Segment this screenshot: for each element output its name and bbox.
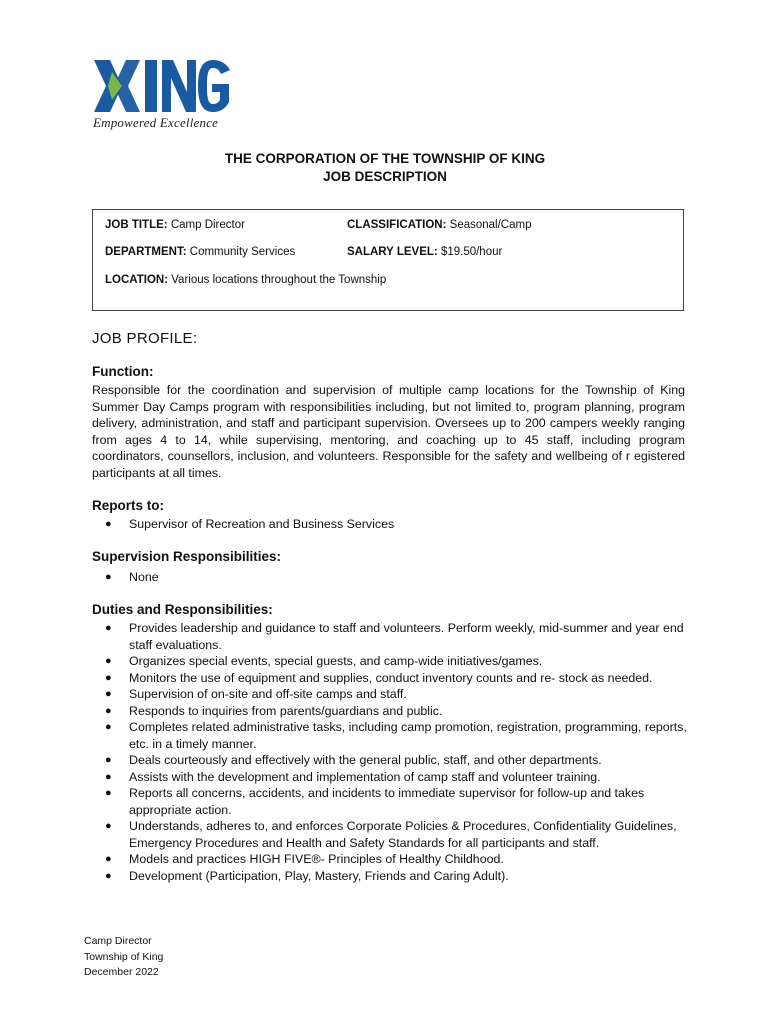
reports-to-list [92, 516, 692, 533]
list-item: ● Reports all concerns, accidents, and incidents to immediate supervisor for follow-up and takes appropriate action. [105, 786, 645, 817]
king-logo-mark [92, 58, 232, 114]
list-item: ● Supervision of on-site and off-site camps and staff. [105, 687, 407, 701]
footer-line-1: Camp Director [84, 935, 152, 947]
footer-line-3: December 2022 [84, 966, 159, 978]
location-label: LOCATION: [105, 274, 169, 286]
document-subtitle: JOB DESCRIPTION [323, 169, 447, 184]
list-item: ● Provides leadership and guidance to staff and volunteers. Perform weekly, mid-summer and year end staff evaluations. [105, 621, 684, 652]
department-label: DEPARTMENT: [105, 246, 187, 258]
job-profile-heading: JOB PROFILE: [92, 330, 198, 347]
function-text: Responsible for the coordination and supervision of multiple camp locations for the Township of King Summer Day Camps program with responsibilities including, but not limited to, program planning, program delivery, administration, and staff and participant supervision. Oversees up to 200 campers weekly ranging from ages 4 to 14, while supervising, mentoring, and coaching up to 45 staff, including program coordinators, counsellors, inclusion, and volunteers. Responsible for the safety and wellbeing of r egistered participants at all times. [92, 383, 685, 480]
job-title-label: JOB TITLE: [105, 219, 168, 231]
function-heading: Function: [92, 364, 154, 379]
salary-value: $19.50/hour [440, 246, 503, 258]
supervision-list [92, 569, 692, 586]
duties-list [92, 620, 692, 884]
job-info-box [92, 209, 684, 311]
list-item: ● Completes related administrative tasks, including camp promotion, registration, programming, reports, etc. in a timely manner. [105, 720, 687, 751]
department-field [105, 246, 295, 258]
list-item: ● Deals courteously and effectively with the general public, staff, and other departments. [105, 753, 602, 767]
job-title-field [105, 219, 245, 231]
list-item: ● Development (Participation, Play, Mastery, Friends and Caring Adult). [105, 868, 509, 883]
location-field [105, 274, 386, 286]
list-item: ● Supervisor of Recreation and Business Services [105, 517, 395, 531]
supervision-heading: Supervision Responsibilities: [92, 549, 282, 564]
job-title-value: Camp Director [170, 219, 245, 231]
list-item: ● Models and practices HIGH FIVE®- Principles of Healthy Childhood. [105, 852, 504, 866]
page-footer [84, 934, 163, 981]
list-item: ● Assists with the development and implementation of camp staff and volunteer training. [105, 769, 601, 784]
classification-value: Seasonal/Camp [449, 219, 532, 231]
duties-heading: Duties and Responsibilities: [92, 602, 273, 617]
list-item: ● Responds to inquiries from parents/guardians and public. [105, 703, 443, 718]
logo-tagline: Empowered Excellence [93, 115, 219, 130]
reports-to-heading: Reports to: [92, 498, 164, 513]
classification-label: CLASSIFICATION: [347, 219, 447, 231]
list-item: ● Organizes special events, special guests, and camp-wide initiatives/games. [105, 654, 543, 668]
salary-field [347, 246, 502, 258]
salary-label: SALARY LEVEL: [347, 246, 438, 258]
classification-field [347, 219, 531, 231]
list-item: ● Understands, adheres to, and enforces Corporate Policies & Procedures, Confidentiality Guidelines, Emergency Procedures and Health and Safety Standards for all participants and staff. [105, 819, 677, 850]
location-value: Various locations throughout the Township [171, 274, 387, 286]
department-value: Community Services [189, 246, 296, 258]
list-item: ● None [105, 570, 159, 584]
list-item: ● Monitors the use of equipment and supplies, conduct inventory counts and re- stock as needed. [105, 670, 653, 685]
footer-line-2: Township of King [84, 950, 164, 963]
document-title: THE CORPORATION OF THE TOWNSHIP OF KING [224, 151, 546, 166]
